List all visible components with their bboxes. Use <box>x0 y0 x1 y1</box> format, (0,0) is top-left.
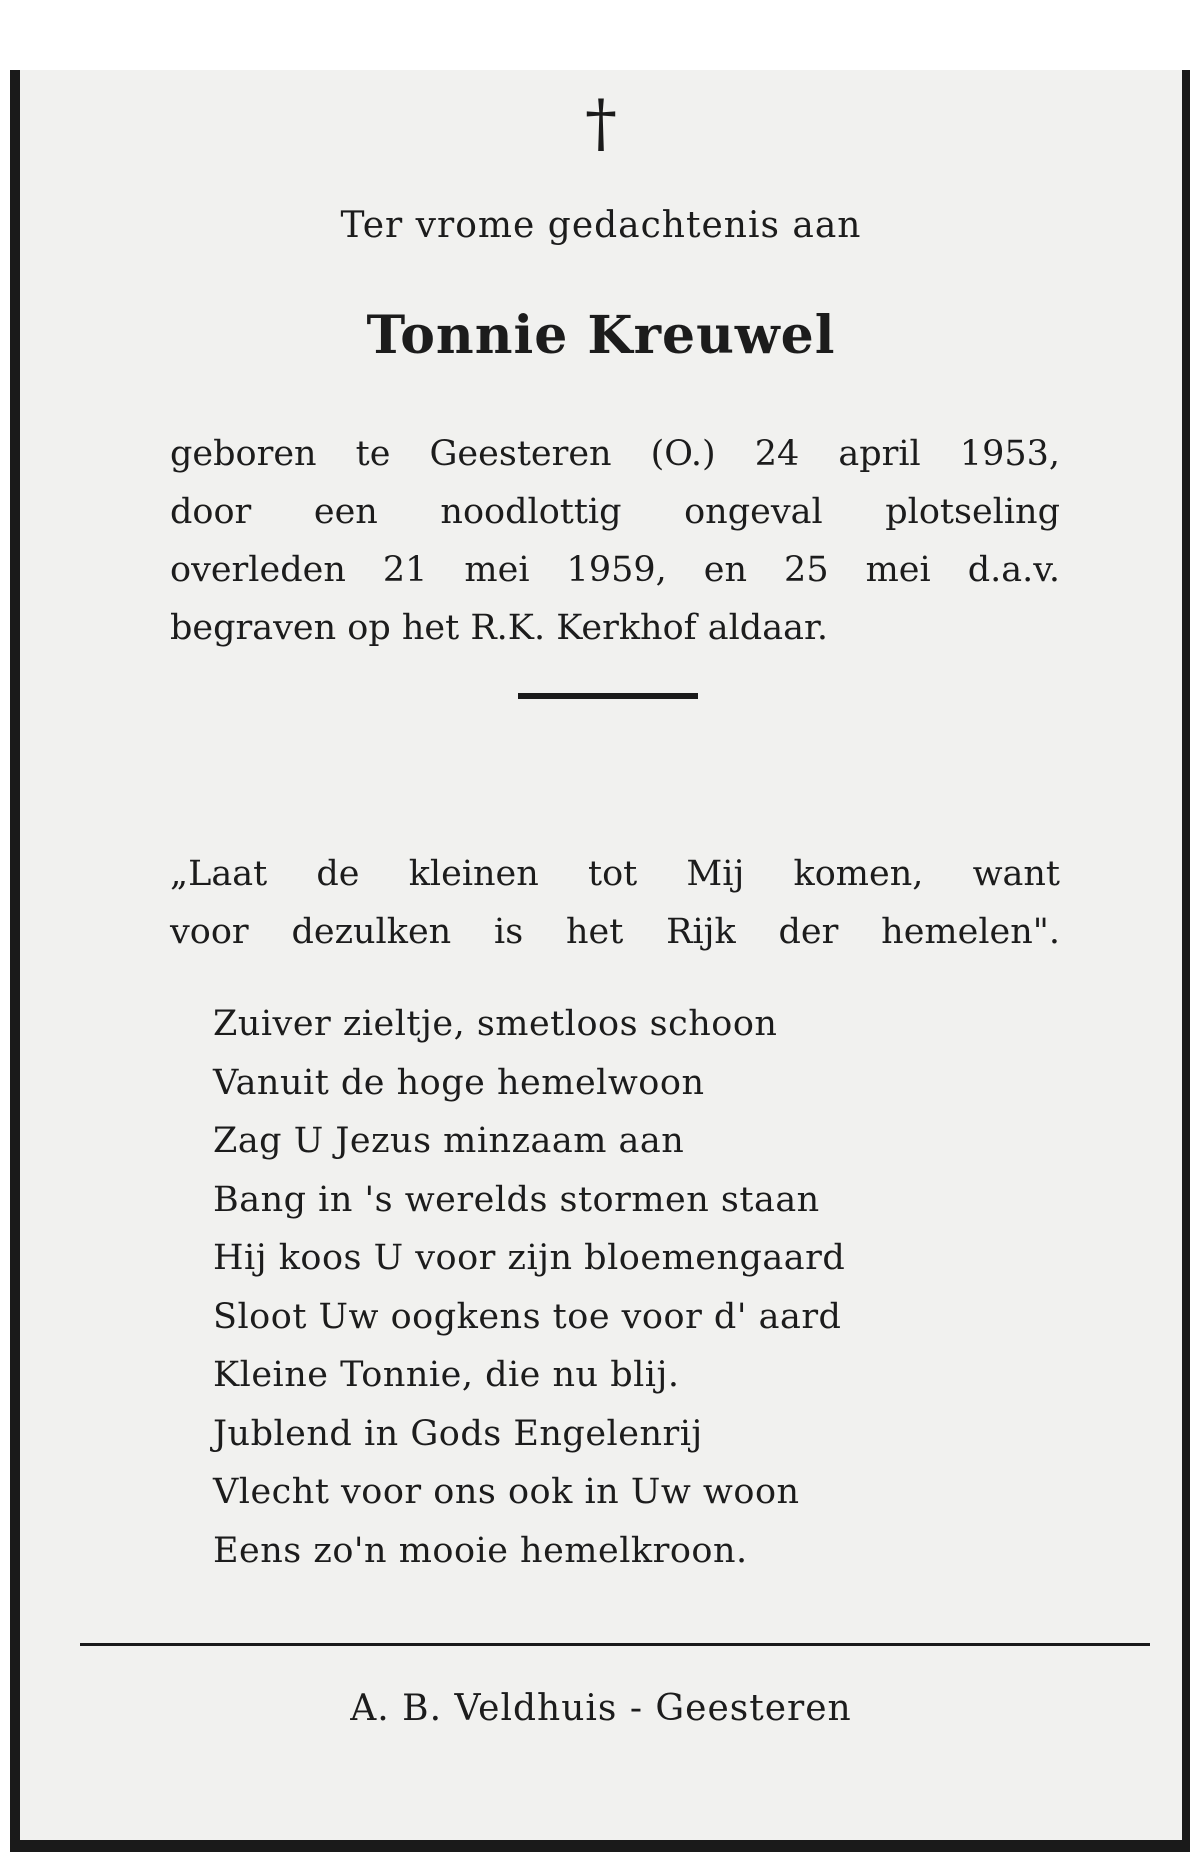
poem-line: Sloot Uw oogkens toe voor d' aard <box>213 1296 842 1337</box>
biography <box>170 425 1060 657</box>
poem-line: Kleine Tonnie, die nu blij. <box>213 1355 680 1395</box>
poem-line: Hij koos U voor zijn bloemengaard <box>213 1238 846 1278</box>
bio-line: geboren te Geesteren (O.) 24 april 1953, <box>170 434 1060 474</box>
bio-line: overleden 21 mei 1959, en 25 mei d.a.v. <box>170 550 1060 590</box>
divider-bottom <box>80 1643 1150 1646</box>
poem-line: Vlecht voor ons ook in Uw woon <box>213 1472 800 1512</box>
intro-text: Ter vrome gedachtenis aan <box>340 205 862 246</box>
bible-quote <box>170 845 1060 961</box>
poem-line: Vanuit de hoge hemelwoon <box>213 1062 705 1103</box>
bio-line: door een noodlottig ongeval plotseling <box>170 492 1060 532</box>
printer-credit: A. B. Veldhuis - Geesteren <box>350 1688 852 1729</box>
poem <box>213 995 845 1580</box>
quote-line: „Laat de kleinen tot Mij komen, want <box>170 854 1060 894</box>
poem-line: Eens zo'n mooie hemelkroon. <box>213 1530 748 1571</box>
poem-line: Jublend in Gods Engelenrij <box>213 1413 703 1454</box>
memorial-card <box>10 70 1190 1852</box>
cross-icon: † <box>585 87 617 161</box>
poem-line: Bang in 's werelds stormen staan <box>213 1179 820 1220</box>
bio-line: begraven op het R.K. Kerkhof aldaar. <box>170 608 828 648</box>
poem-line: Zuiver zieltje, smetloos schoon <box>213 1004 778 1044</box>
divider-short <box>518 693 698 699</box>
deceased-name: Tonnie Kreuwel <box>366 305 836 366</box>
quote-line: voor dezulken is het Rijk der hemelen". <box>170 912 1060 952</box>
poem-line: Zag U Jezus minzaam aan <box>213 1121 685 1161</box>
